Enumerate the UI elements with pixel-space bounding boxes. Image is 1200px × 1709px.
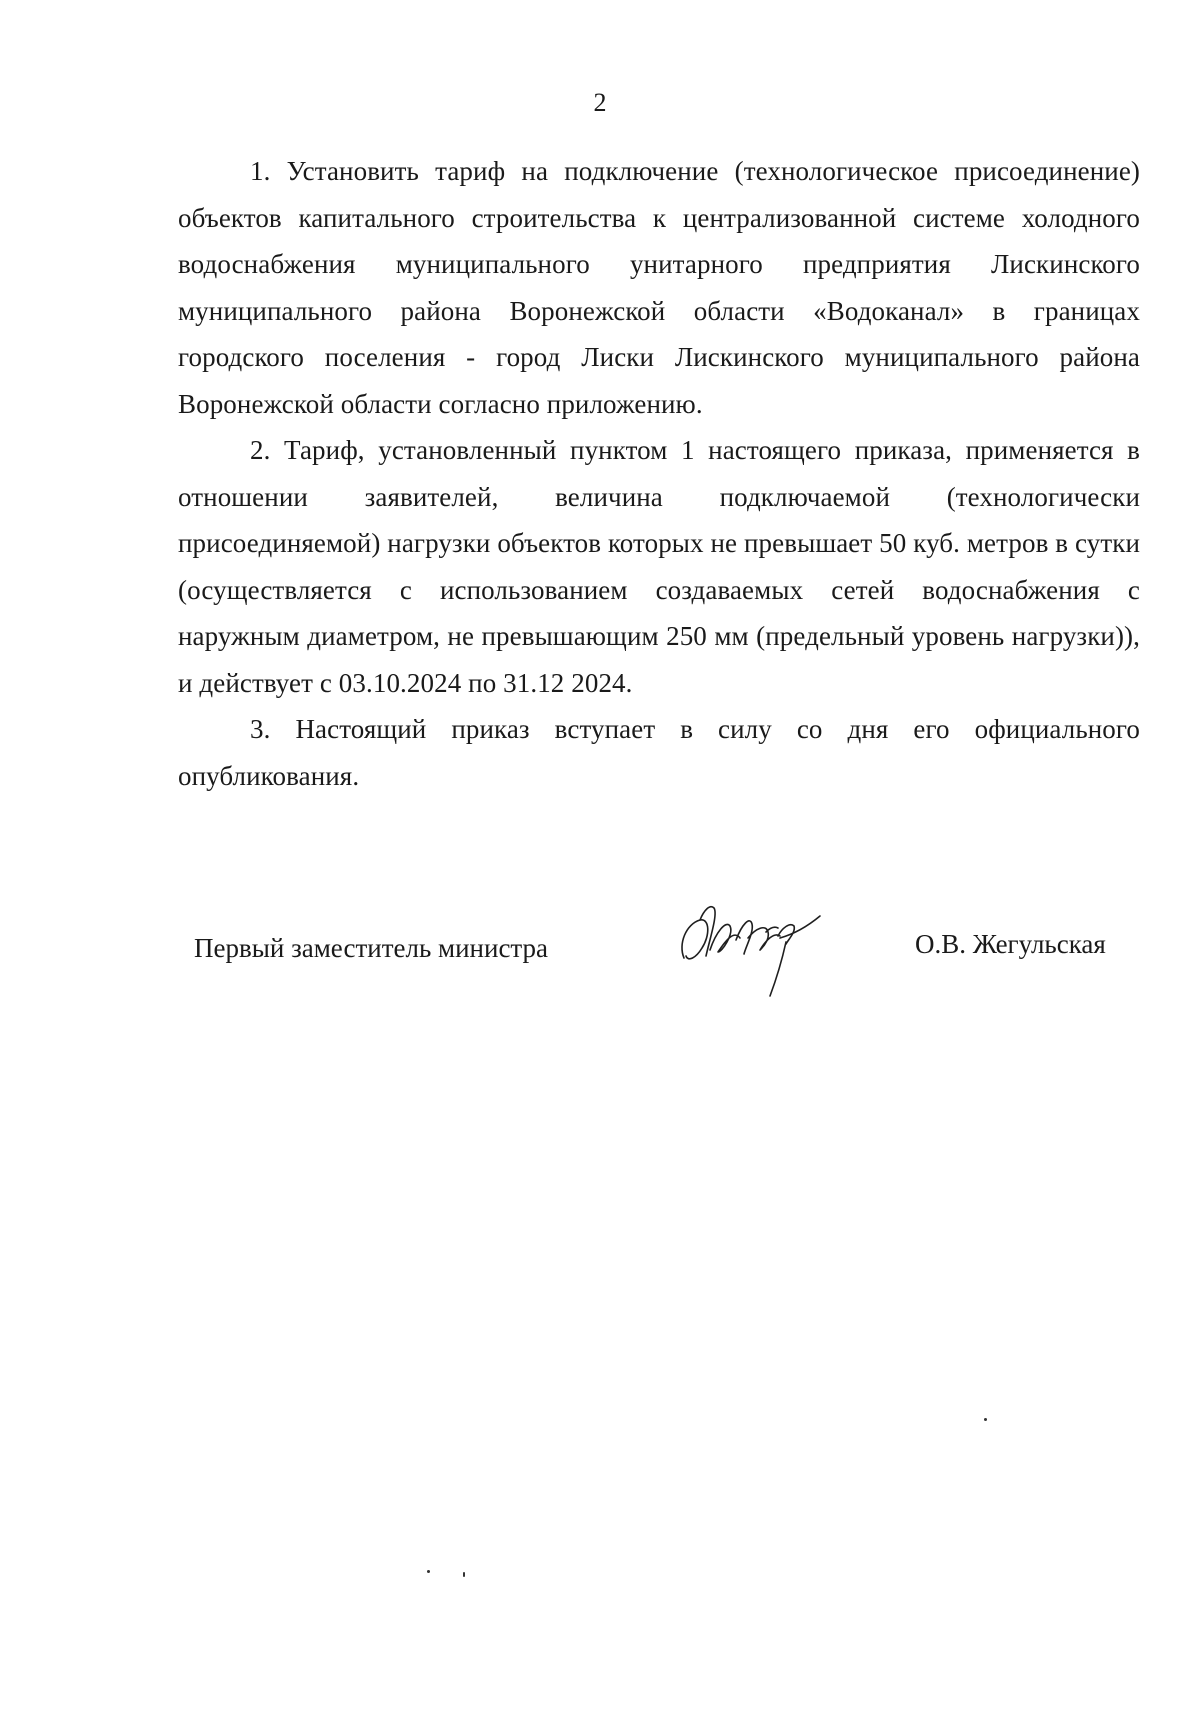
paragraph-3: 3. Настоящий приказ вступает в силу со дня его официального опубликования. bbox=[178, 714, 1140, 791]
page-number: 2 bbox=[593, 88, 607, 117]
scan-speck bbox=[984, 1418, 987, 1421]
signatory-position: Первый заместитель министра bbox=[194, 933, 549, 963]
document-body bbox=[178, 148, 1140, 799]
paragraph-1: 1. Установить тариф на подключение (технологическое присоединение) объектов капитального строительства к централизованной системе холодного водоснабжения муниципального унитарного предприятия Лискинского муниципального района Воронежской области «Водоканал» в границах городского поселения - город Лиски Лискинского муниципального района Воронежской области согласно приложению. bbox=[178, 156, 1140, 419]
handwritten-signature-icon bbox=[670, 880, 830, 1000]
paragraph-2: 2. Тариф, установленный пунктом 1 настоящего приказа, применяется в отношении заявителей, величина подключаемой (технологически присоединяемой) нагрузки объектов которых не превышает 50 куб. метров в сутки (осуществляется с использованием создаваемых сетей водоснабжения с наружным диаметром, не превышающим 250 мм (предельный уровень нагрузки)), и действует с 03.10.2024 по 31.12 2024. bbox=[178, 435, 1140, 698]
scan-speck bbox=[463, 1572, 465, 1577]
scan-speck bbox=[427, 1570, 430, 1573]
signatory-name: О.В. Жегульская bbox=[915, 929, 1106, 959]
signature-block bbox=[0, 880, 1200, 1000]
